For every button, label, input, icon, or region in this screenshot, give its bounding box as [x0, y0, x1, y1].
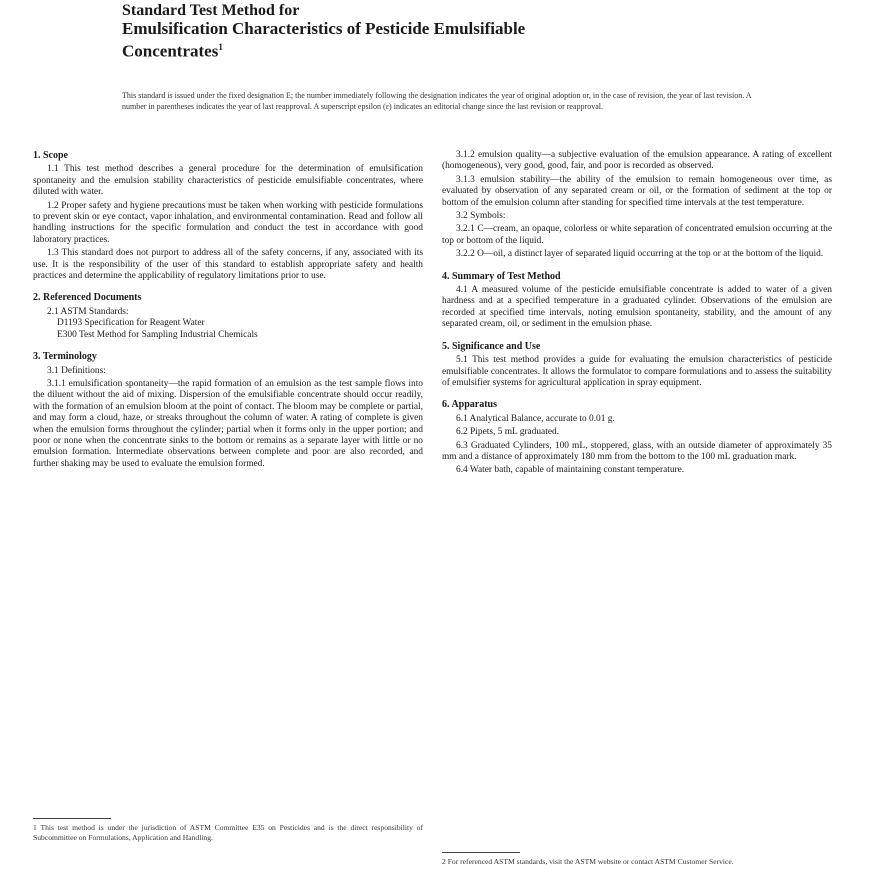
section-heading-apparatus: 6. Apparatus [442, 399, 498, 411]
title-line-3: Concentrates$^1$ [122, 41, 223, 61]
document-title [122, 2, 762, 61]
right-column [442, 150, 832, 479]
paragraph: 6.1 Analytical Balance, accurate to 0.01 g. [456, 413, 615, 424]
title-line-1: Standard Test Method for [122, 2, 300, 19]
paragraph: 1.1 This test method describes a general procedure for the determination of emulsification spontaneity and the emulsion stability characteristics of pesticide emulsifiable concentrates, where diluted with water. [33, 164, 423, 198]
paragraph: 3.2.2 O—oil, a distinct layer of separated liquid occurring at the top or at the bottom of the liquid. [456, 249, 824, 260]
title-footnote-ref: 1 [218, 42, 223, 52]
section-heading-summary: 4. Summary of Test Method [442, 270, 561, 282]
paragraph: 6.3 Graduated Cylinders, 100 mL, stoppered, glass, with an outside diameter of approximately 35 mm and a distance of approximately 180 mm from the bottom to the 100 mL graduation mark. [442, 440, 832, 462]
paragraph: 1.3 This standard does not purport to address all of the safety concerns, if any, associated with its use. It is the responsibility of the user of this standard to establish appropriate safety and health practices and determine the applicability of regulatory limitations prior to use. [33, 248, 423, 282]
reference-item: 2.1 ASTM Standards: [47, 306, 129, 317]
paragraph: 6.2 Pipets, 5 mL graduated. [456, 427, 560, 438]
paragraph: 3.1.2 emulsion quality—a subjective evaluation of the emulsion appearance. A rating of excellent (homogeneous), very good, good, fair, and poor is recorded as observed. [442, 150, 832, 172]
paragraph: 3.1.1 emulsification spontaneity—the rapid formation of an emulsion as the test sample flows into the diluent without the aid of mixing. Dispersion of the emulsifiable concentrate should occur readily, with the formation of an emulsion bloom at the point of contact. The bloom may be complete or partial, and may form a cloud, haze, or streaks throughout the column of water. A rating of complete is given when the emulsion forms throughout the cylinder; partial when it forms only in the upper portion; and poor or none when the concentrate sinks to the bottom or remains as a separate layer with little or no emulsion formation. Intermediate observations between complete and poor are also recorded, and further shaking may be used to evaluate the emulsion formed. [33, 378, 423, 469]
paragraph: 4.1 A measured volume of the pesticide emulsifiable concentrate is added to water of a given hardness and at a specified temperature in a graduated cylinder. Observations of the emulsion are recorded at specified time intervals, noting emulsion spontaneity, stability, and the amount of any separated cream, oil, or sediment in the emulsion phase. [442, 285, 832, 330]
section-heading-scope: 1. Scope [33, 150, 68, 161]
reference-item: E300 Test Method for Sampling Industrial Chemicals [57, 329, 258, 340]
section-heading-significance: 5. Significance and Use [442, 340, 541, 352]
paragraph: 6.4 Water bath, capable of maintaining constant temperature. [456, 465, 685, 476]
paragraph: 5.1 This test method provides a guide for evaluating the emulsion characteristics of pesticide emulsifiable concentrates. It allows the formulator to compare formulations and to assess the suitability of emulsifier systems for agricultural application in spray equipment. [442, 355, 832, 388]
footnote-divider-right [442, 852, 520, 853]
left-column [33, 150, 423, 472]
paragraph: 3.1.3 emulsion stability—the ability of the emulsion to remain homogeneous over time, as evaluated by observation of any separated cream or oil, or the formation of sediment at the top or bottom of the emulsion column after standing for specified time intervals at the test temperature. [442, 174, 832, 208]
paragraph: 3.1 Definitions: [47, 365, 106, 376]
footnote-left: 1 This test method is under the jurisdiction of ASTM Committee E35 on Pesticides and is the direct responsibility of Subcommittee on Formulations, Application and Handling. [33, 823, 423, 842]
paragraph: 3.2 Symbols: [456, 211, 506, 222]
title-line-2: Emulsification Characteristics of Pesticide Emulsifiable [122, 19, 526, 38]
section-heading-terminology: 3. Terminology [33, 351, 97, 363]
paragraph: 1.2 Proper safety and hygiene precautions must be taken when working with pesticide formulations to prevent skin or eye contact, vapor inhalation, and environmental contamination. Read and follow all handling instructions for the specific formulation and conduct the test in accordance with good laboratory practices. [33, 200, 423, 245]
designation-notice: This standard is issued under the fixed designation E; the number immediately following the designation indicates the year of original adoption or, in the case of revision, the year of last revision. A number in parentheses indicates the year of last reapproval. A superscript epsilon (ε) indicates an editorial change since the last revision or reapproval. [122, 91, 752, 111]
section-heading-references: 2. Referenced Documents [33, 292, 142, 304]
footnote-right: 2 For referenced ASTM standards, visit the ASTM website or contact ASTM Customer Service. [442, 857, 734, 866]
reference-item: D1193 Specification for Reagent Water [57, 318, 205, 329]
footnote-divider-left [33, 818, 111, 819]
paragraph: 3.2.1 C—cream, an opaque, colorless or white separation of concentrated emulsion occurring at the top or bottom of the liquid. [442, 224, 832, 246]
